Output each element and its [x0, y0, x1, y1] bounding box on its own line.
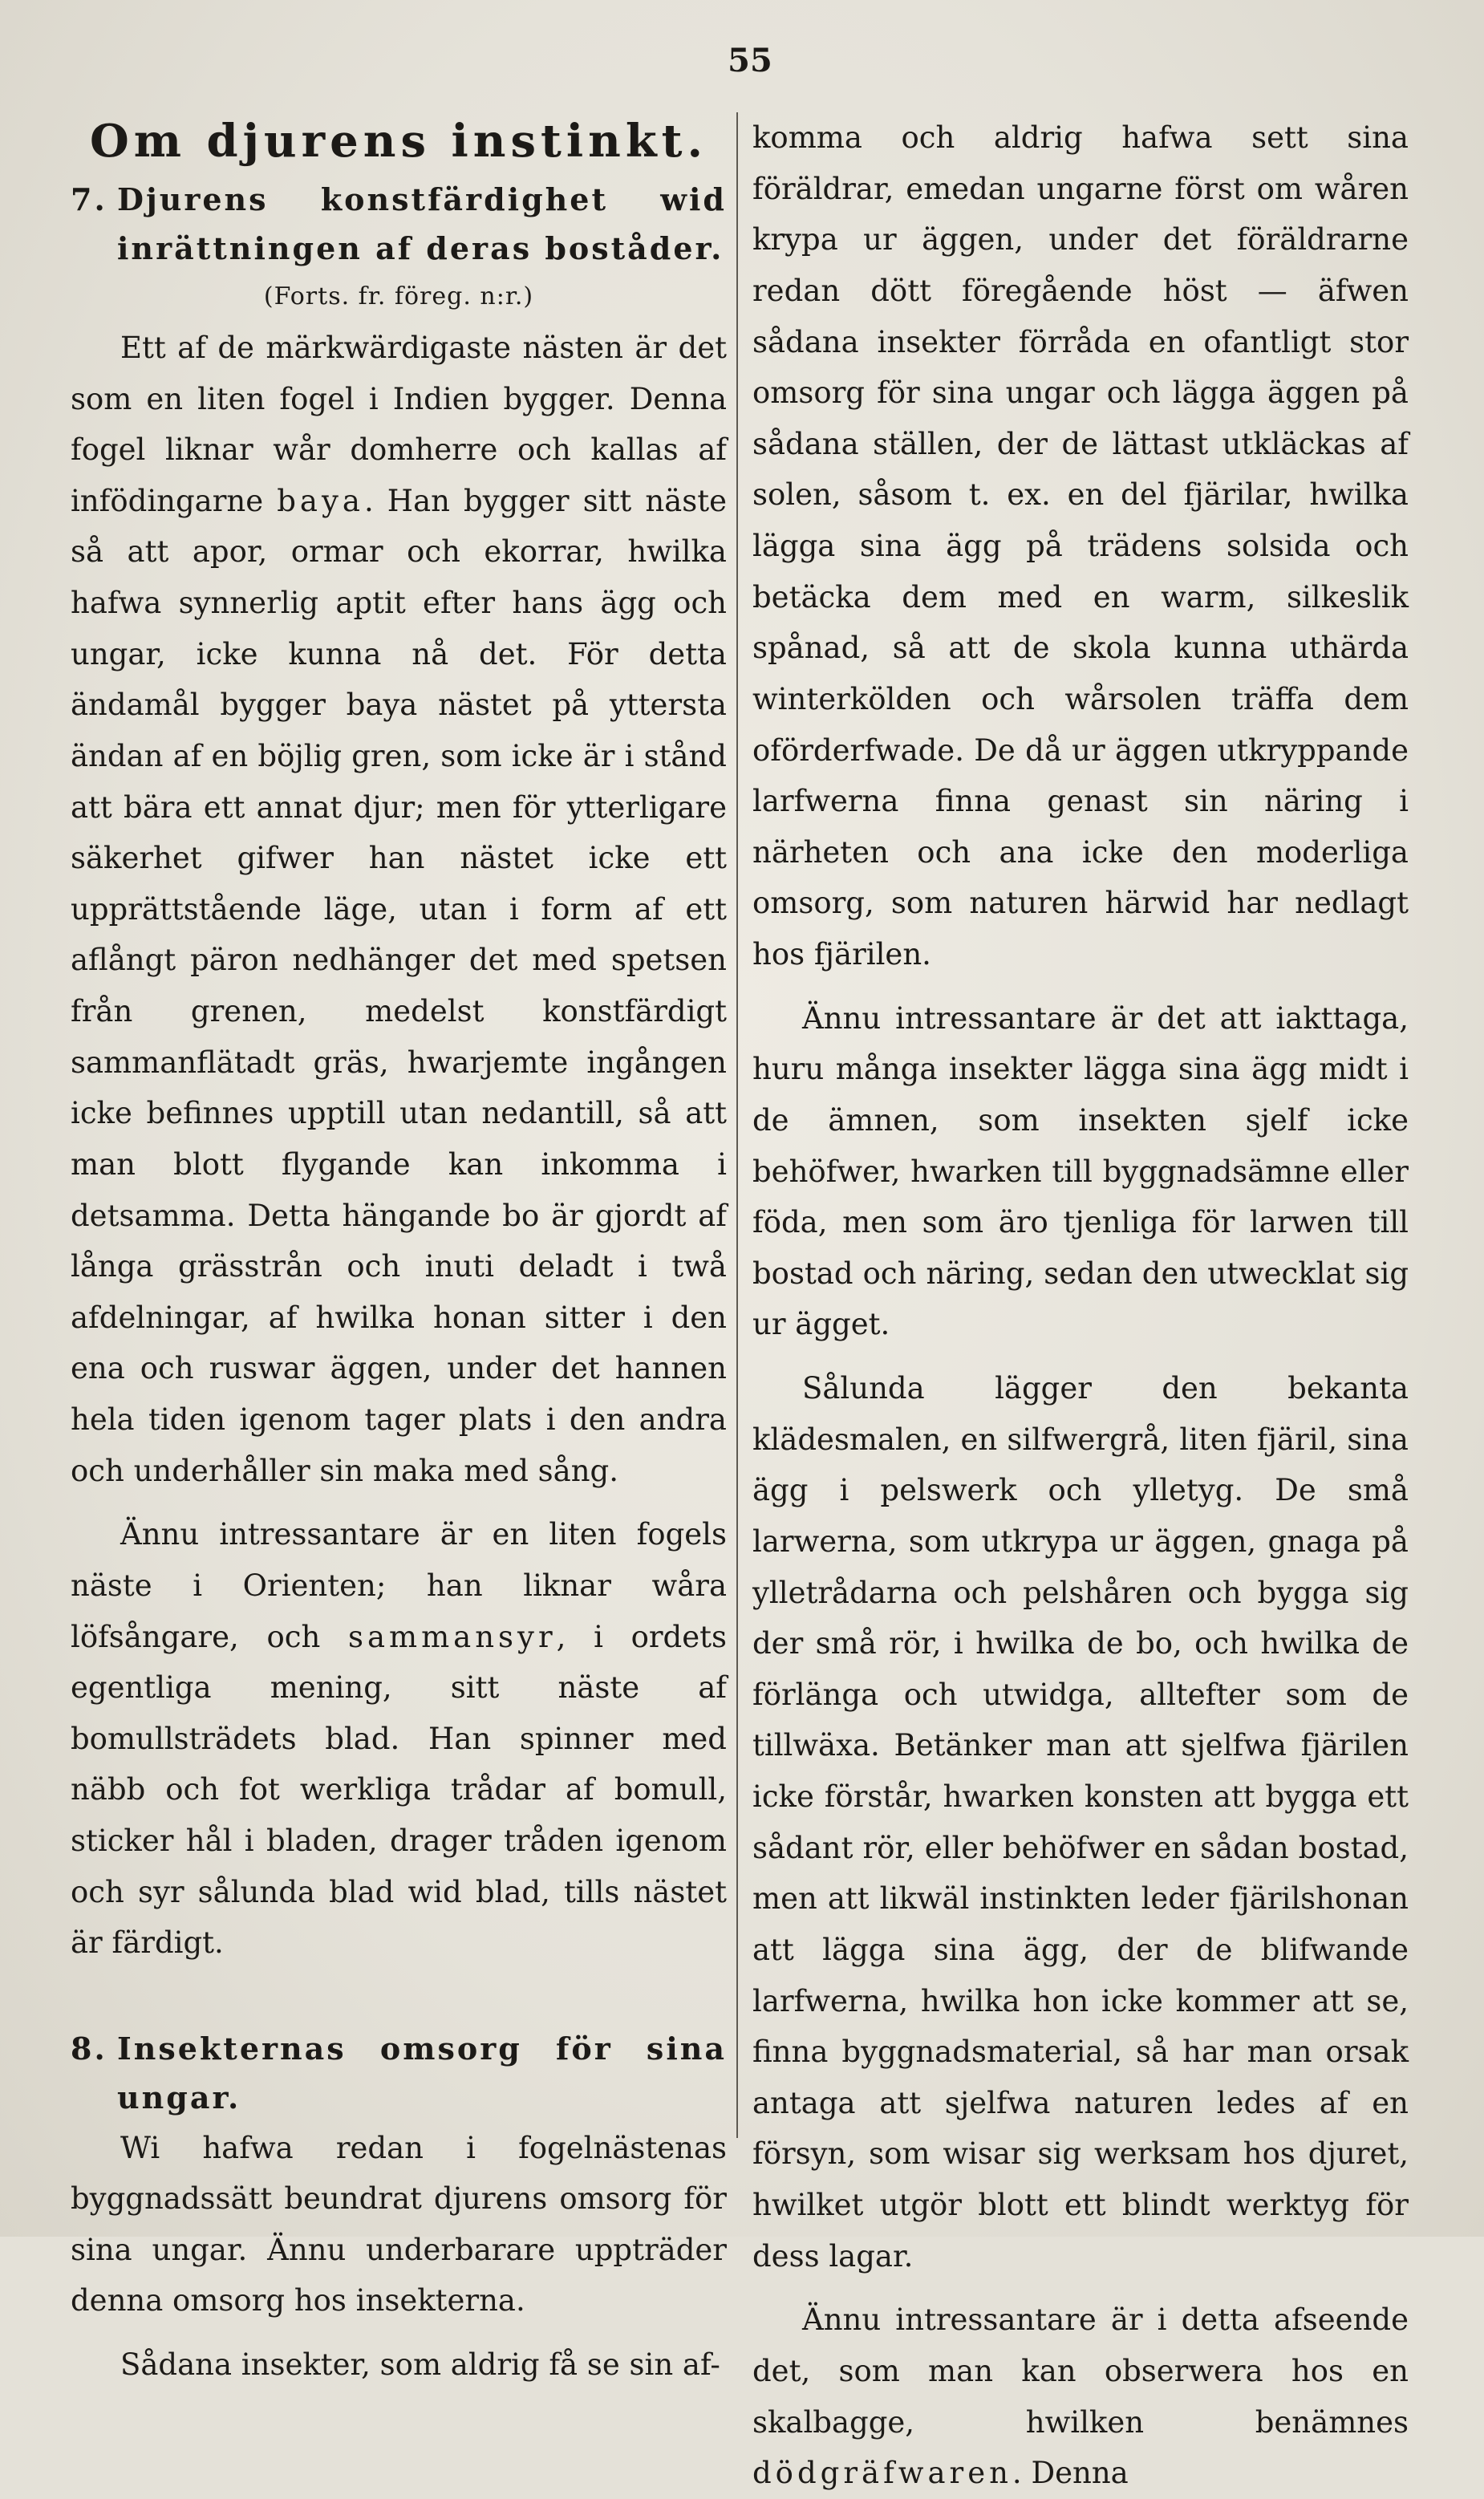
paragraph-text: . Han bygger sitt näste så att apor, ormar och ekorrar, hwilka hafwa synnerlig aptit efter hans ägg och ungar, icke kunna nå det. För detta ändamål bygger baya nästet på yttersta ändan af en böjlig gren, som icke är i stånd att bära ett annat djur; men för ytterligare säkerhet gifwer han nästet icke ett upprättstående läge, utan i form af ett aflångt päron nedhänger det med spetsen från grenen, medelst konstfärdigt sammanflätadt gräs, hwarjemte ingången icke befinnes upptill utan nedantill, så att man blott flygande kan inkomma i detsamma. Detta hängande bo är gjordt af långa grässtrån och inuti deladt i twå afdelningar, af hwilka honan sitter i den ena och ruswar äggen, under det hannen hela tiden igenom tager plats i den andra och underhåller sin maka med sång. [71, 483, 727, 1488]
emphasized-word: sammansyr [347, 1619, 557, 1654]
article-title: Om djurens instinkt. [89, 115, 708, 168]
section-8-heading [71, 2025, 727, 2123]
paragraph-egg-placement: Ännu intressantare är det att iakttaga, huru många insekter lägga sina ägg midt i de ämnen, som insekten sjelf icke behöfwer, hwarken till byggnadsämne eller föda, men som äro tjenliga för larwen till bostad och näring, sedan den utwecklat sig ur ägget. [752, 1000, 1409, 1342]
section-8-number: 8. [71, 2030, 107, 2067]
paragraph-insects-start: Sådana insekter, som aldrig få se sin af- [120, 2347, 720, 2383]
emphasized-word: dödgräfwaren [752, 2456, 1012, 2491]
section-7-title: Djurens konstfärdighet wid inrättningen af deras boståder. [117, 181, 727, 266]
section-7-number: 7. [71, 181, 107, 217]
left-column [71, 112, 727, 2383]
emphasized-word: baya [277, 483, 364, 518]
continuation-note: (Forts. fr. föreg. n:r.) [263, 282, 534, 311]
right-column [752, 112, 1409, 2491]
paragraph-clothes-moth: Sålunda lägger den bekanta klädesmalen, en silfwergrå, liten fjäril, sina ägg i pelswerk och ylletyg. De små larwerna, som utkrypa ur äggen, gnaga på ylletrådarna och pelshåren och bygga sig der små rör, i hwilka de bo, och hwilka de förlänga och utwidga, alltefter som de tillwäxa. Betänker man att sjelfwa fjärilen icke förstår, hwarken konsten att bygga ett sådant rör, eller behöfwer en sådan bostad, men att likwäl instinkten leder fjärilshonan att lägga sina ägg, der de blifwande larfwerna, hwilka hon icke kommer att se, finna byggnadsmaterial, så har man orsak antaga att sjelfwa naturen ledes af en försyn, som wisar sig werksam hos djuret, hwilket utgör blott ett blindt werktyg för dess lagar. [752, 1371, 1409, 2274]
paragraph-text: Ännu intressantare är i detta afseende det, som man kan obserwera hos en skalbagge, hwilken benämnes [752, 2302, 1409, 2440]
paragraph-insects-cont: komma och aldrig hafwa sett sina föräldrar, emedan ungarne först om wåren krypa ur äggen, under det föräldrarne redan dött föregående höst — äfwen sådana insekter förråda en ofantligt stor omsorg för sina ungar och lägga äggen på sådana ställen, der de lättast utkläckas af solen, såsom t. ex. en del fjärilar, hwilka lägga sina ägg på trädens solsida och betäcka dem med en warm, silkeslik spånad, så att de skola kunna uthärda winterkölden och wårsolen träffa dem oförderfwade. De då ur äggen utkryppande larfwerna finna genast sin näring i närheten och ana icke den moderliga omsorg, som naturen härwid har nedlagt hos fjärilen. [752, 120, 1409, 972]
paragraph-text: Ett af de märkwärdigaste nästen är det som en liten fogel i Indien bygger. Denna fogel liknar wår domherre och kallas af infödingarne [71, 330, 727, 518]
section-8-title: Insekternas omsorg för sina ungar. [117, 2030, 727, 2116]
paragraph-text: , i ordets egentliga mening, sitt näste af bomullsträdets blad. Han spinner med näbb och fot werkliga trådar af bomull, sticker hål i bladen, drager tråden igenom och syr sålunda blad wid blad, tills nästet är färdigt. [71, 1619, 727, 1961]
paragraph-text: Ännu intressantare är en liten fogels näste i Orienten; han liknar wåra löfsångare, och [71, 1517, 727, 1654]
paragraph-text: . Denna [1012, 2456, 1129, 2491]
section-7-heading [71, 176, 727, 274]
page-number: 55 [728, 42, 772, 79]
paragraph-baya [71, 323, 727, 1496]
paragraph-insects-intro: Wi hafwa redan i fogelnästenas byggnadssätt beundrat djurens omsorg för sina ungar. Ännu underbarare uppträder denna omsorg hos insekterna. [71, 2130, 727, 2318]
column-divider [736, 112, 738, 2138]
paragraph-orient-bird [71, 1509, 727, 1969]
paragraph-burying-beetle [752, 2294, 1409, 2499]
